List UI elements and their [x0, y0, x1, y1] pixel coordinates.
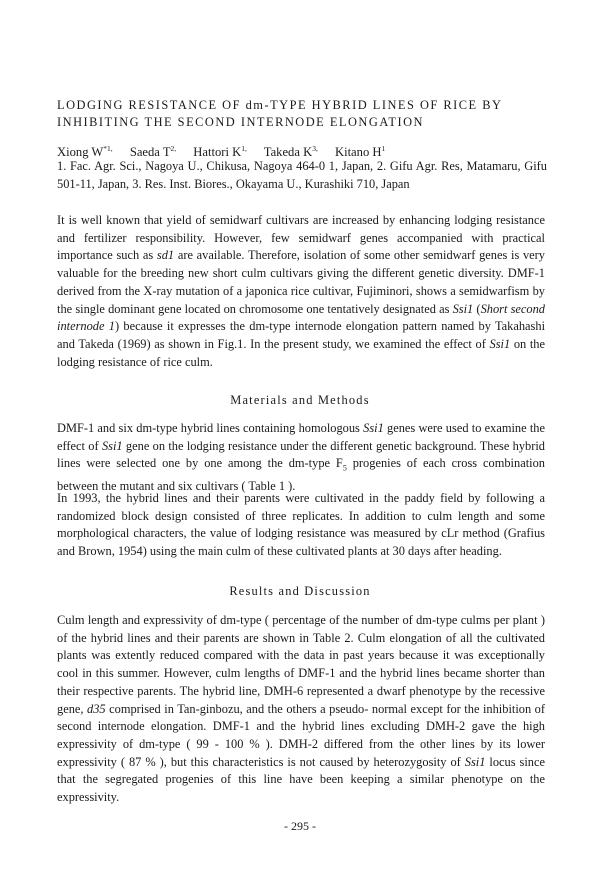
paper-title: LODGING RESISTANCE OF dm-TYPE HYBRID LINES OF RICE BY INHIBITING THE SECOND INTERNODE ELONGATION [57, 98, 502, 129]
author: Saeda $T^{2,}$ [129, 144, 177, 160]
intro-paragraph: It is well known that yield of semidwarf cultivars are increased by enhancing lodging resistance and fertilizer responsibility. However, few semidwarf genes accompanied with practical importance such as sd1 are available. Therefore, isolation of some other semidwarf genes is very valuable for the breeding new short culm cultivars giving the different genetic diversity. DMF-1 derived from the X-ray mutation of a japonica rice cultivar, Fujiminori, shows a semidwarfism by the single dominant gene located on chromosome one tentatively designated as Ssi1 (Short second internode 1) because it expresses the dm-type internode elongation pattern named by Takahashi and Takeda (1969) as shown in Fig.1. In the present study, we examined the effect of Ssi1 on the lodging resistance of rice culm. [57, 213, 546, 369]
author: Hattori $K^{1,}$ [193, 144, 247, 160]
author: Xiong $W^{*1,}$ [57, 144, 113, 160]
affiliations: 1. Fac. Agr. Sci., Nagoya U., Chikusa, Nagoya 464-0 1, Japan, 2. Gifu Agr. Res, Matamaru, Gifu 501-11, Japan, 3. Res. Inst. Biores., Okayama U., Kurashiki 710, Japan [57, 159, 547, 191]
author: Kitano $H^1$ [334, 144, 386, 160]
section-heading-results: Results and Discussion [229, 584, 371, 598]
results-paragraph: Culm length and expressivity of dm-type ( percentage of the number of dm-type culms per plant ) of the hybrid lines and their parents are shown in Table 2. Culm elongation of all the cultivated plants was extently reduced compared with the data in past years because it was exceptionally cool in this summer. However, culm lengths of DMF-1 and the hybrid lines became shorter than their respective parents. The hybrid line, DMH-6 represented a dwarf phenotype by the recessive gene, d35 comprised in Tan-ginbozu, and the others a pseudo- normal except for the inhibition of second internode elongation. DMF-1 and the hybrid lines excluding DMH-2 gave the high expressivity of dm-type ( 99 - 100 % ). DMH-2 differed from the other lines by its lower expressivity ( 87 % ), but this characteristics is not caused by heterozygosity of Ssi1 locus since that the segregated progenies of this line have been keeping a similar phenotype on the expressivity. [57, 613, 546, 805]
methods-paragraph-2: In 1993, the hybrid lines and their parents were cultivated in the paddy field by following a randomized block design consisted of three replicates. In addition to culm length and some morphological characters, the value of lodging resistance was measured by cLr method (Grafius and Brown, 1954) using the main culm of these cultivated plants at 30 days after heading. [57, 491, 545, 559]
page-number: - 295 - [284, 819, 316, 833]
author: Takeda $K^{3,}$ [263, 144, 318, 160]
methods-paragraph: DMF-1 and six dm-type hybrid lines containing homologous Ssi1 genes were used to examine the effect of Ssi1 gene on the lodging resistance under the different genetic background. These hybrid lines were selected one by one among the dm-type $F_5$ progenies of each cross combination between the mutant and six cultivars ( Table 1 ). [57, 421, 545, 493]
section-heading-methods: Materials and Methods [230, 393, 370, 407]
